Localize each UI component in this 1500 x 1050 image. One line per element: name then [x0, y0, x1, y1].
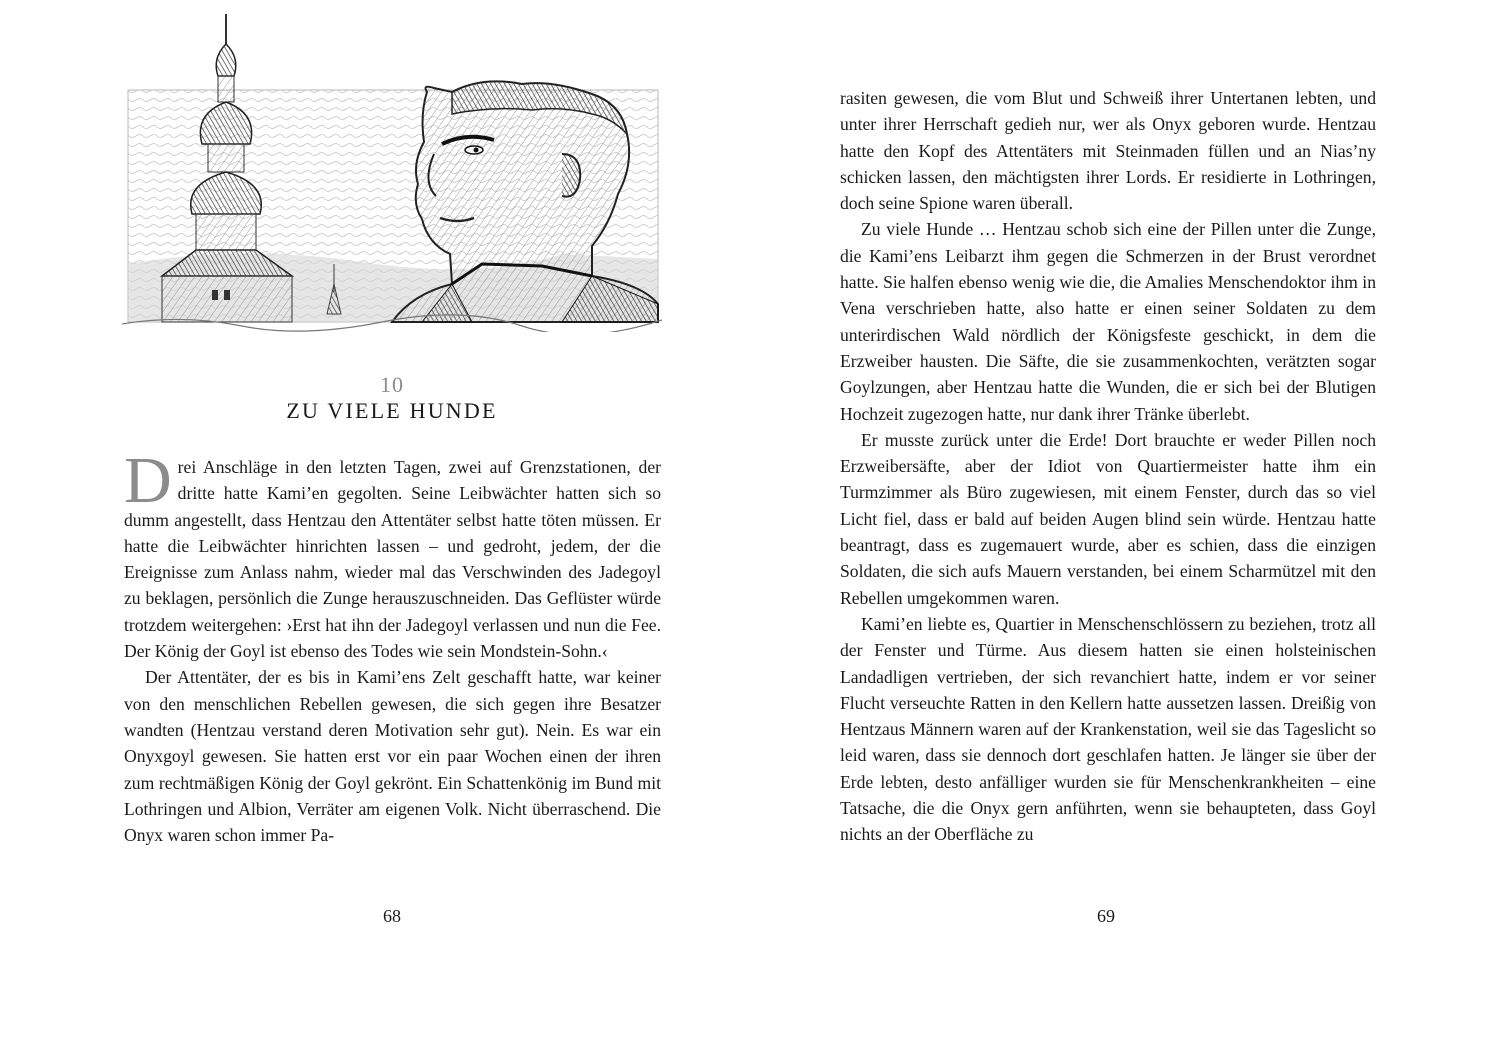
- paragraph: Der Attentäter, der es bis in Kami’ens Zelt geschafft hatte, war keiner von den menschlichen Rebellen gewesen, die sich gegen ihre Besatzer wandten (Hentzau verstand deren Motivation sehr gut). Nein. Es war ein Onyxgoyl gewesen. Sie hatten erst vor ein paar Wochen einen der ihren zum rechtmäßigen König der Goyl gekrönt. Ein Schattenkönig im Bund mit Lothringen und Albion, Verräter am eigenen Volk. Nicht überraschend. Die Onyx waren schon immer Pa-: [124, 667, 661, 846]
- right-page: [750, 0, 1500, 1050]
- page-number: 68: [383, 906, 401, 926]
- drop-cap: D: [124, 444, 172, 517]
- paragraph: [124, 444, 661, 664]
- chapter-illustration: [122, 14, 662, 332]
- paragraph: rasiten gewesen, die vom Blut und Schweiß ihrer Untertanen lebten, und unter ihrer Herrschaft gedieh nur, wer als Onyx geboren wurde. Hentzau hatte den Kopf des Attentäters mit Steinmaden füllen und an Nias’ny schicken lassen, den mächtigsten ihrer Lords. Er residierte in Lothringen, doch seine Spione waren überall.: [840, 88, 1376, 214]
- left-body-text: [124, 444, 661, 848]
- paragraph: Er musste zurück unter die Erde! Dort brauchte er weder Pillen noch Erzweibersäfte, aber der Idiot von Quartiermeister hatte ihm ein Turmzimmer als Büro zugewiesen, mit einem Fenster, durch das so viel Licht fiel, dass er bald auf beiden Augen blind sein würde. Hentzau hatte beantragt, dass es zugemauert wurde, aber es schien, dass die einzigen Soldaten, die sich aufs Mauern verstanden, bei einem Scharmützel mit den Rebellen umgekommen waren.: [840, 429, 1376, 608]
- right-body-text: [840, 85, 1376, 848]
- page-number: 69: [1097, 906, 1115, 926]
- paragraph-text: rei Anschläge in den letzten Tagen, zwei auf Grenzstationen, der dritte hatte Kami’en gegolten. Seine Leibwächter hatten sich so dumm angestellt, dass Hentzau den Attentäter selbst hatte töten müssen. Er hatte die Leibwächter hinrichten lassen – und gedroht, jedem, der die Ereignisse zum Anlass nahm, wieder mal das Verschwinden des Jadegoyl zu beklagen, persönlich die Zunge herauszuschneiden. Das Geflüster würde trotzdem weitergehen: ›Erst hat ihn der Jadegoyl verlassen und nun die Fee. Der König der Goyl ist ebenso des Todes wie sein Mondstein-Sohn.‹: [124, 457, 661, 662]
- paragraph: Kami’en liebte es, Quartier in Menschenschlössern zu beziehen, trotz all der Fenster und Türme. Aus diesem hatten sie einen holsteinischen Landadligen vertrieben, der sich revanchiert hatte, indem er vor seiner Flucht verseuchte Ratten in den Kellern hatte aussetzen lassen. Dreißig von Hentzaus Männern waren auf der Krankenstation, weil sie das Tageslicht so leid waren, dass sie dennoch dort geschlafen hatten. Je länger sie über der Erde lebten, desto anfälliger wurden sie für Menschenkrankheiten – eine Tatsache, die die Onyx gern anführten, wenn sie behaupteten, dass Goyl nichts an der Oberfläche zu: [840, 613, 1376, 845]
- chapter-title: ZU VIELE HUNDE: [286, 398, 498, 423]
- paragraph: Zu viele Hunde … Hentzau schob sich eine der Pillen unter die Zunge, die Kami’ens Leibarzt ihm gegen die Schmerzen in der Brust verordnet hatte. Sie halfen ebenso wenig wie die, die Amalies Menschendoktor ihm in Vena verschrieben hatte, also hatte er einen seiner Soldaten zu dem unterirdischen Wald nördlich der Königsfeste geschickt, in dem die Erzweiber hausten. Die Säfte, die sie zusammenkochten, verätzten sogar Goylzungen, aber Hentzau hatte die Wunden, die er sich bei der Blutigen Hochzeit zugezogen hatte, nur dank ihrer Tränke überlebt.: [840, 219, 1376, 424]
- chapter-number: 10: [380, 372, 404, 397]
